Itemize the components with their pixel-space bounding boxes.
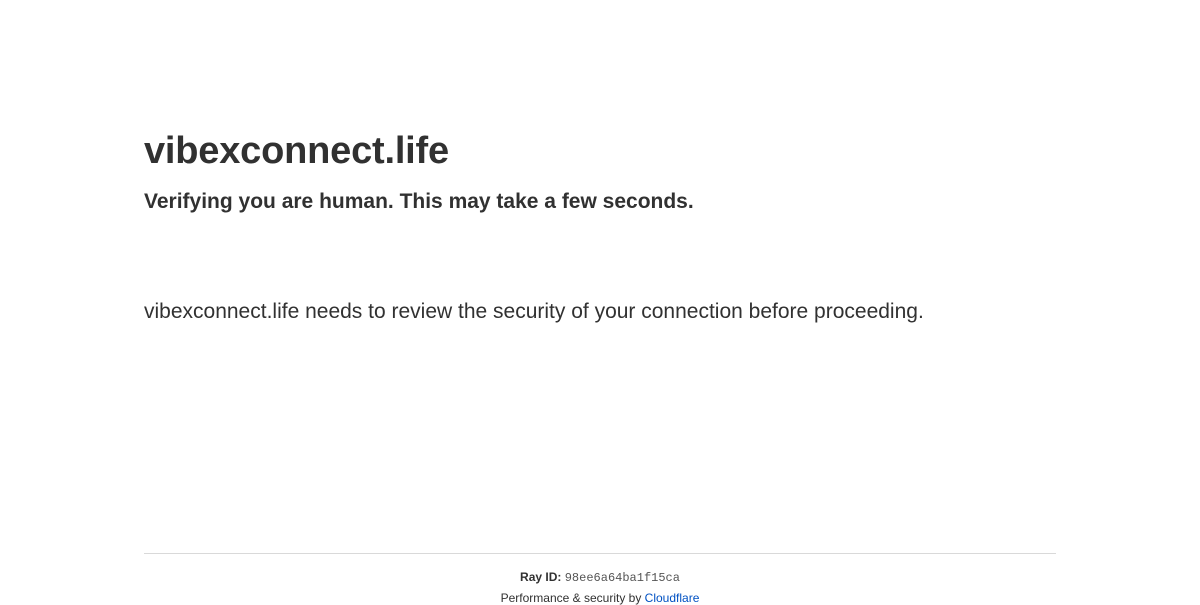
ray-id-label: Ray ID: [520, 570, 562, 584]
page-title: vibexconnect.life [144, 130, 449, 172]
ray-id-line [144, 554, 1056, 585]
challenge-widget-slot[interactable] [144, 216, 1056, 294]
cloudflare-link[interactable]: Cloudflare [644, 591, 700, 605]
page-footer [144, 553, 1056, 605]
challenge-description: vibexconnect.life needs to review the security of your connection before proceeding. [144, 300, 924, 323]
performance-line [144, 585, 1056, 605]
ray-id-value: 98ee6a64ba1f15ca [564, 571, 680, 585]
verification-subtitle: Verifying you are human. This may take a few seconds. [144, 190, 694, 213]
challenge-content [144, 0, 1056, 330]
performance-prefix: Performance & security by [500, 591, 645, 605]
